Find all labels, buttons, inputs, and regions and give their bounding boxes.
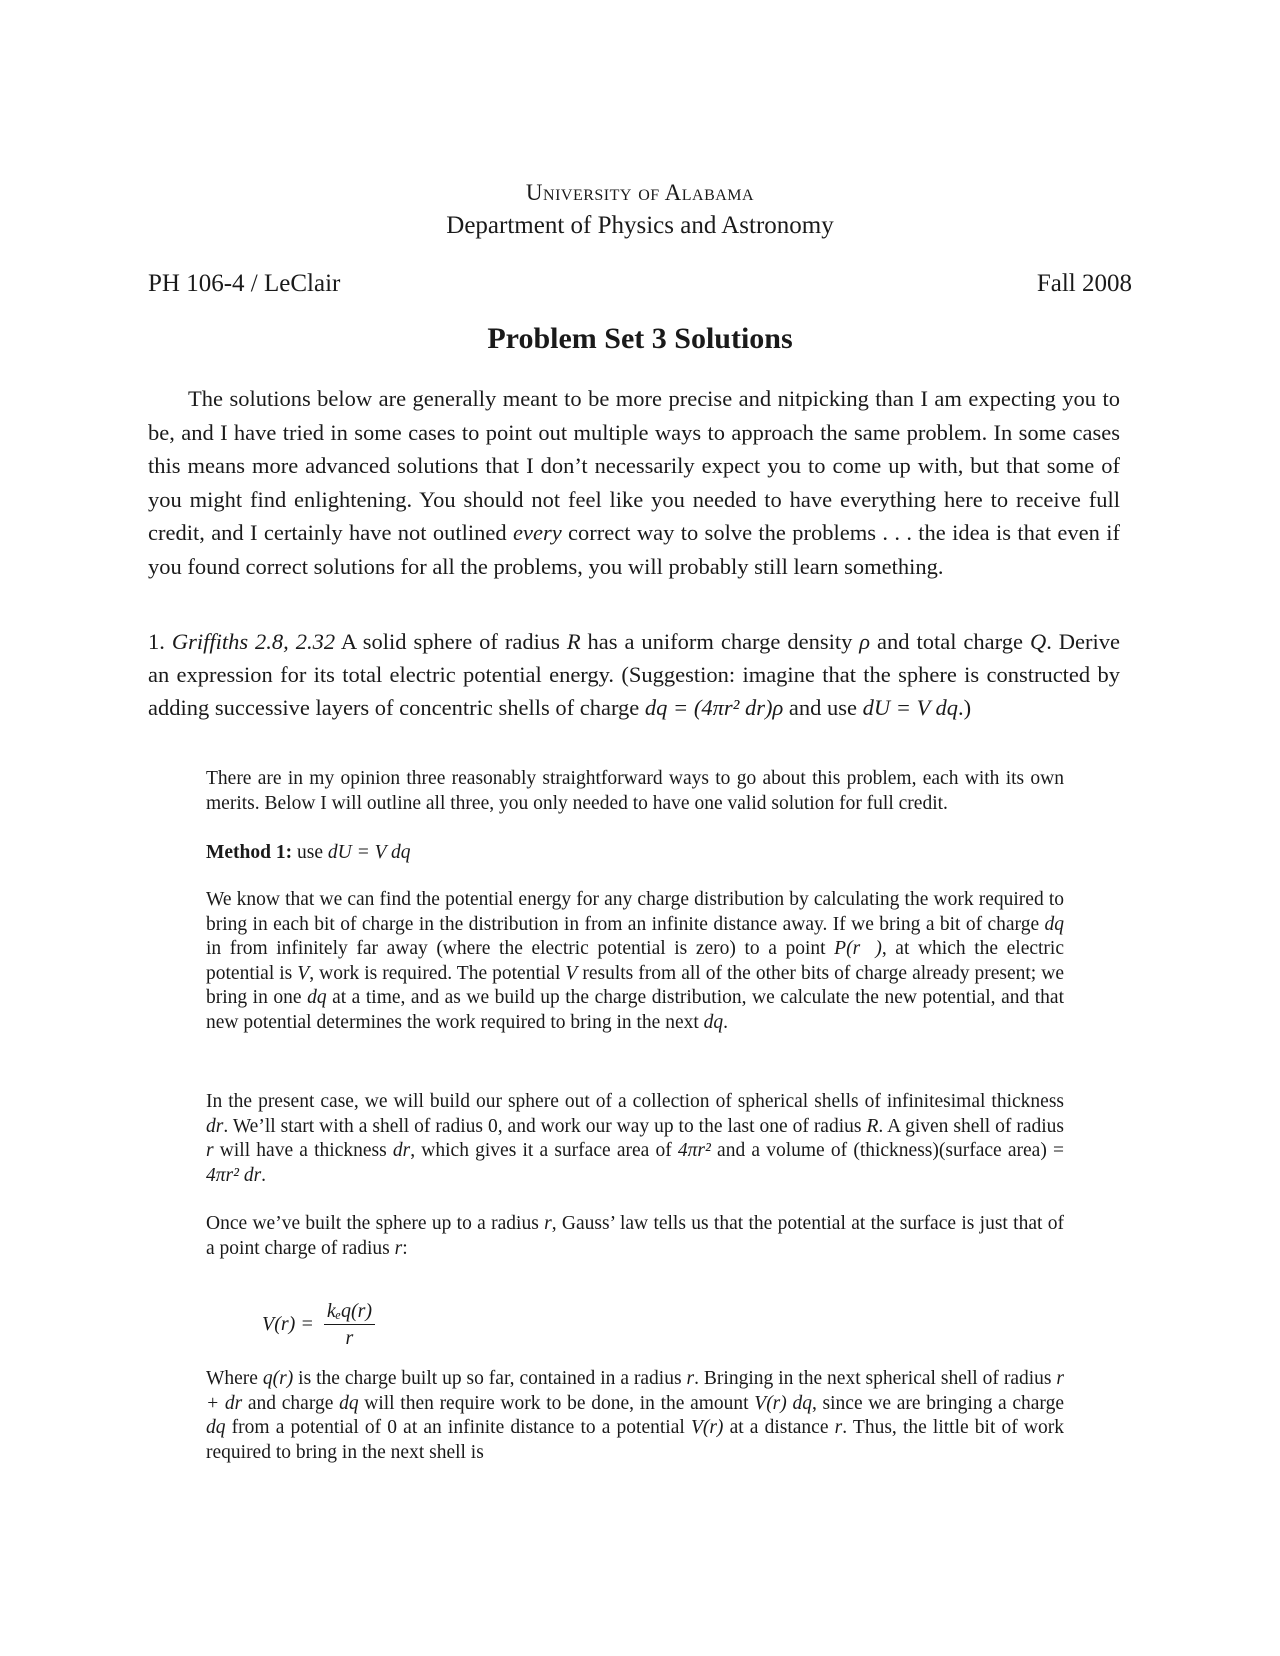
p5-text-g: from a potential of 0 at an infinite distance to a potential — [225, 1417, 691, 1438]
method-label: Method 1: — [206, 842, 293, 863]
math-dq: dq — [307, 987, 327, 1008]
problem-source: Griffiths 2.8, 2.32 — [171, 629, 336, 654]
math-r: r — [206, 1140, 214, 1161]
equation-lhs: V(r) = — [262, 1313, 314, 1335]
method-text: use — [292, 842, 328, 863]
p5-text-e: will then require work to be done, in the amount — [358, 1392, 755, 1414]
math-V-r-dq: V(r) dq — [754, 1392, 812, 1414]
math-r-plus-dr: r + dr — [206, 1368, 1065, 1414]
method-expr: dU = V dq — [327, 842, 411, 863]
university-name: University of Alabama — [525, 180, 755, 205]
p4-text-c: : — [402, 1237, 408, 1259]
math-V: V — [565, 962, 578, 984]
math-dr: dr — [392, 1140, 411, 1161]
intro-text-a: The solutions below are generally meant to be more precise and nitpicking than I am expecting you to be, and I have tried in some cases to point out multiple ways to approach the same problem. In some cases this means more advanced solutions that I don’t necessarily expect you to come up with, but that some of you might find enlightening. You should not feel like you needed to have everything here to receive full credit, and I certainly have not outlined — [148, 386, 1120, 545]
math-volume: 4πr² dr — [206, 1164, 262, 1186]
math-dr: dr — [206, 1115, 224, 1137]
intro-paragraph — [148, 382, 1120, 583]
problem-number: 1. — [148, 629, 165, 654]
math-dq: dq — [1044, 913, 1064, 935]
p5-text-f: , since we are bringing a charge — [811, 1392, 1064, 1414]
course-label: PH 106-4 / LeClair — [148, 270, 341, 297]
p3-text-g: . — [261, 1164, 267, 1186]
p5-text-a: Where — [206, 1368, 263, 1389]
problem-1 — [148, 625, 1120, 724]
p3-text-f: and a volume of (thickness)(surface area) = — [710, 1140, 1064, 1161]
equation-numerator: kₑq(r) — [324, 1300, 375, 1325]
page-title: Problem Set 3 Solutions — [487, 322, 793, 355]
p2-text-f: at a time, and as we build up the charge distribution, we calculate the new potential, and that new potential determines the work required to bring in the next — [206, 987, 1064, 1033]
p3-text-c: . A given shell of radius — [878, 1115, 1065, 1137]
math-V: V — [297, 962, 310, 984]
p3-text-d: will have a thickness — [213, 1140, 393, 1161]
p3-text-a: In the present case, we will build our sphere out of a collection of spherical shells of infinitesimal thickness — [206, 1091, 1064, 1112]
math-R: R — [866, 1115, 879, 1137]
math-q-r: q(r) — [262, 1368, 294, 1389]
p2-text-a: We know that we can find the potential energy for any charge distribution by calculating the work required to bring in each bit of charge in the distribution in from an infinite distance away. If we bring a bit of charge — [206, 889, 1064, 935]
math-r: r — [544, 1213, 552, 1234]
math-P-r: P(r⃗) — [834, 938, 882, 959]
p5-text-h: at a distance — [723, 1417, 835, 1438]
problem-text-c: and total charge — [870, 629, 1030, 654]
intro-text-b: correct way to solve the problems . . . the idea is that even if you found correct solutions for all the problems, you will probably still learn something. — [148, 520, 1121, 579]
equation-denominator: r — [345, 1327, 354, 1349]
math-area: 4πr² — [677, 1140, 711, 1161]
p5-text-c: . Bringing in the next spherical shell of radius — [694, 1368, 1057, 1389]
problem-text-b: has a uniform charge density — [580, 629, 860, 654]
math-dU-expr: dU = V dq — [862, 695, 959, 720]
p2-text-e: results from all of the other bits of charge already present; we bring in one — [206, 962, 1064, 1008]
math-dq: dq — [339, 1392, 359, 1414]
p2-text-c: , at which the electric potential is — [206, 938, 1064, 984]
math-rho: ρ — [859, 629, 871, 654]
p3-text-e: , which gives it a surface area of — [410, 1140, 678, 1161]
solution-paragraph-4 — [206, 1212, 1064, 1261]
solution-paragraph-5 — [206, 1367, 1064, 1465]
math-dq: dq — [206, 1417, 226, 1438]
math-dq: dq — [703, 1011, 724, 1033]
problem-text-f: .) — [958, 695, 972, 720]
method-1-heading — [206, 841, 1064, 866]
department-name: Department of Physics and Astronomy — [446, 212, 834, 239]
solution-paragraph-2 — [206, 888, 1064, 1035]
math-V-r: V(r) — [690, 1417, 724, 1438]
math-R: R — [566, 629, 581, 654]
math-dq-expr: dq = (4πr² dr)ρ — [644, 695, 784, 720]
p5-text-d: and charge — [242, 1392, 340, 1414]
p4-text-a: Once we’ve built the sphere up to a radius — [206, 1213, 545, 1234]
p2-text-d: , work is required. The potential — [309, 962, 566, 984]
intro-emphasis: every — [513, 520, 562, 545]
p5-text-i: . Thus, the little bit of work required to bring in the next shell is — [206, 1417, 1064, 1463]
equation-potential — [262, 1300, 375, 1349]
p2-text-b: in from infinitely far away (where the electric potential is zero) to a point — [206, 938, 835, 959]
p3-text-b: . We’ll start with a shell of radius 0, and work our way up to the last one of radius — [223, 1115, 867, 1137]
solution-intro: There are in my opinion three reasonably straightforward ways to go about this problem, each with its own merits. Below I will outline all three, you only needed to have one valid solution for full credit. — [206, 768, 1064, 814]
p4-text-b: , Gauss’ law tells us that the potential at the surface is just that of a point charge of radius — [206, 1213, 1064, 1259]
equation-fraction — [324, 1300, 375, 1349]
math-r: r — [834, 1417, 843, 1438]
term-label: Fall 2008 — [1036, 270, 1132, 297]
p5-text-b: is the charge built up so far, contained in a radius — [293, 1368, 687, 1389]
problem-text-d: . Derive an expression for its total electric potential energy. (Suggestion: imagine that the sphere is constructed by adding successive layers of concentric shells of charge — [148, 629, 1120, 720]
p2-text-g: . — [723, 1011, 729, 1033]
math-r: r — [394, 1237, 403, 1259]
math-Q: Q — [1029, 629, 1047, 654]
problem-text-e: and use — [783, 695, 863, 720]
problem-text-a: A solid sphere of radius — [335, 629, 567, 654]
solution-paragraph-3 — [206, 1090, 1064, 1188]
math-r: r — [686, 1368, 695, 1389]
